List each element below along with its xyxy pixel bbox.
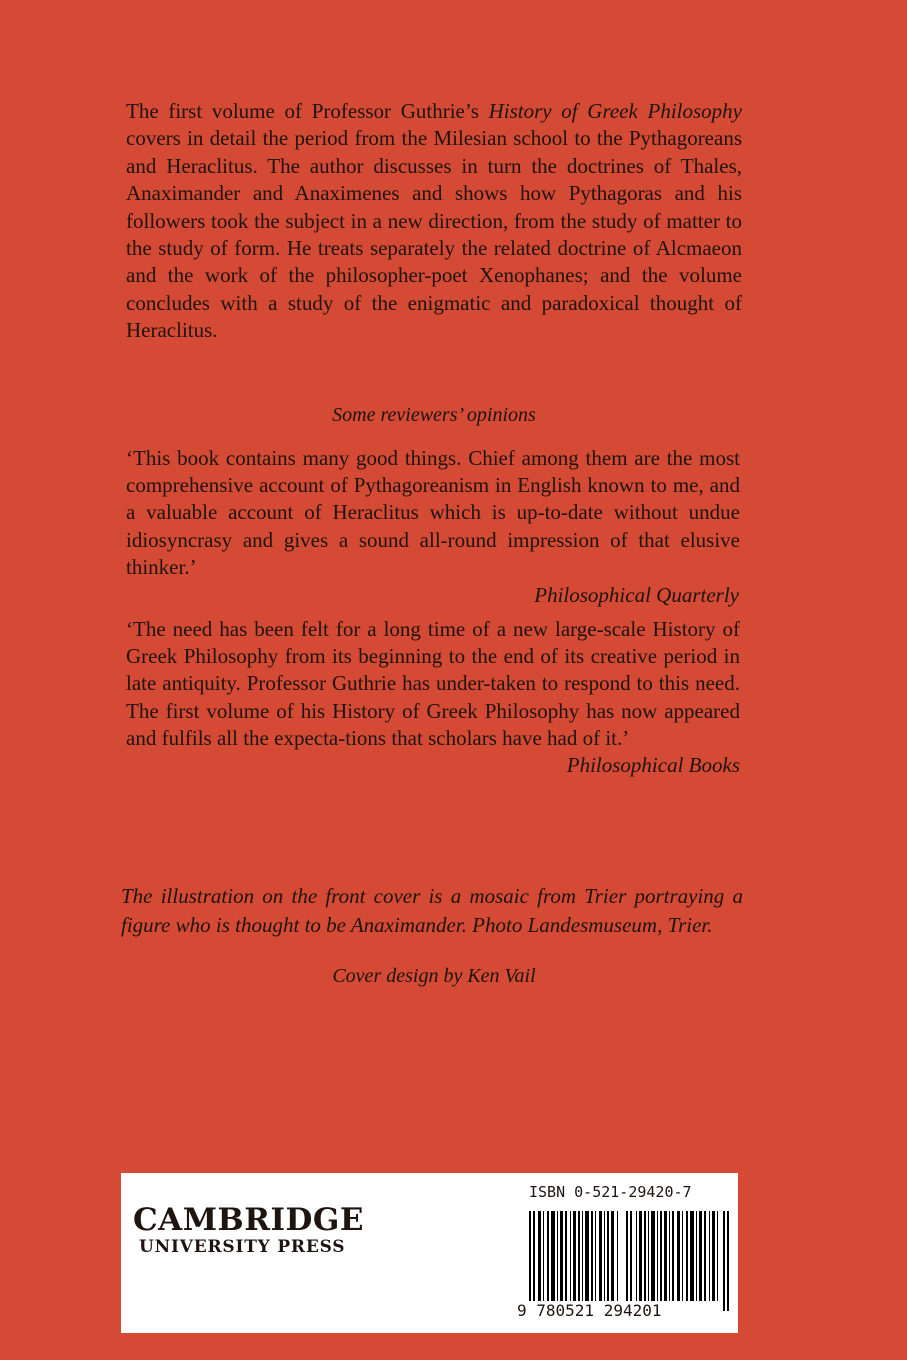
cover-designer-credit: Cover design by Ken Vail	[332, 965, 536, 987]
isbn-number: ISBN 0-521-29420-7	[529, 1183, 692, 1201]
publisher-logo	[133, 1203, 364, 1257]
publisher-barcode-label	[121, 1173, 738, 1333]
publisher-subtitle: UNIVERSITY PRESS	[139, 1237, 346, 1257]
review-quote-1: ‘This book contains many good things. Chief among them are the most comprehensive account of Pythagoreanism in English known to me, and a valuable account of Heraclitus which is up-to-date without undue idiosyncrasy and gives a sound all-round impression of that elusive thinker.’	[126, 446, 740, 579]
description-paragraph	[126, 98, 742, 345]
publisher-name: CAMBRIDGE	[133, 1202, 364, 1238]
barcode-icon	[529, 1211, 729, 1311]
review-quote-2-text: ‘The need has been felt for a long time of a new large-scale History of Greek Philosophy from its beginning to the end of its creative period in late antiquity. Professor Guthrie has under-taken to respond to this need. The first volume of his History of Greek Philosophy has now appeared and fulfils all the expecta-tions that scholars have had of it.’	[126, 617, 740, 750]
description-intro: The first volume of Professor Guthrie’s	[126, 99, 489, 123]
review-source-1: Philosophical Quarterly	[534, 583, 739, 607]
review-quote-2	[126, 616, 740, 779]
reviews-heading: Some reviewers’ opinions	[332, 404, 536, 426]
review-source-2: Philosophical Books	[566, 753, 740, 778]
barcode-digits	[517, 1301, 731, 1320]
cover-illustration-credit: The illustration on the front cover is a mosaic from Trier portraying a figure who is thought to be Anaximander. Photo Landesmuseum, Trier.	[121, 884, 743, 937]
book-title: History of Greek Philosophy	[488, 99, 742, 123]
barcode-digits-text: 9 780521 294201	[517, 1301, 662, 1320]
description-body: covers in detail the period from the Milesian school to the Pythagoreans and Heraclitus. The author discusses in turn the doctrines of Thales, Anaximander and Anaximenes and shows how Pythagoras and his followers took the subject in a new direction, from the study of matter to the study of form. He treats separately the related doctrine of Alcmaeon and the work of the philosopher-poet Xenophanes; and the volume concludes with a study of the enigmatic and paradoxical thought of Heraclitus.	[126, 126, 742, 343]
